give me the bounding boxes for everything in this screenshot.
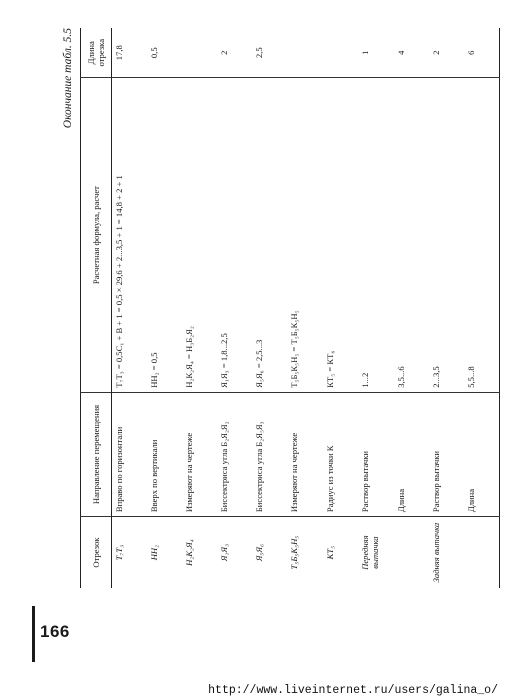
cell-segment: Я₁Я₃: [219, 543, 230, 562]
cell-segment: [464, 517, 500, 588]
cell-formula: 1...2: [358, 78, 394, 392]
cell-segment: Я₅Я₆: [254, 543, 265, 562]
cell-direction: Вправо по горизонтали: [112, 392, 148, 516]
cell-direction: Вверх по вертикали: [147, 392, 182, 516]
cell-segment: Передняя вытачка: [359, 535, 380, 570]
cell-formula: Я₁Я₃ = 1,8...2,5: [217, 78, 252, 392]
cell-direction: Измеряют на чертеже: [182, 392, 217, 516]
rotated-table-block: [62, 28, 502, 588]
cell-length: [323, 28, 358, 78]
page-margin-rule: [32, 606, 35, 662]
table-row: [112, 28, 148, 588]
table-body: [112, 28, 500, 588]
cell-direction: Биссектриса угла Б₂Я₅Я₃: [252, 392, 287, 516]
table-header-row: [81, 28, 112, 588]
header-segment: Отрезок: [81, 517, 112, 588]
table-row: [287, 28, 322, 588]
cell-formula: Н₂К₂Я₄ = Н₃Б₂Я₂: [182, 78, 217, 392]
cell-segment: [394, 517, 429, 588]
cell-direction: Длина: [464, 392, 500, 516]
cell-direction: Измеряют на чертеже: [287, 392, 322, 516]
cell-segment: Т₅Б₅К₅Н₅: [289, 535, 300, 570]
cell-direction: Длина: [394, 392, 429, 516]
cell-direction: Радиус из точки К: [323, 392, 358, 516]
cell-segment: Т₇Т₃: [114, 544, 124, 561]
table-row: [252, 28, 287, 588]
cell-length: 17,8: [112, 28, 148, 78]
table-row: [358, 28, 394, 588]
cell-direction: Раствор вытачки: [429, 392, 464, 516]
table-caption: Окончание табл. 5.5: [62, 28, 74, 129]
cell-formula: Я₅Я₆ = 2,5...3: [252, 78, 287, 392]
cell-length: 0,5: [147, 28, 182, 78]
header-formula: Расчетная формула, расчет: [81, 78, 112, 392]
cell-length: 1: [358, 28, 394, 78]
table-row: [147, 28, 182, 588]
cell-formula: Т₇Т₃ = 0,5С₁ + В + 1 = 0,5 × 29,6 + 2...3,5 + 1 = 14,8 + 2 + 1: [112, 78, 148, 392]
table-row: [217, 28, 252, 588]
table-row: [429, 28, 464, 588]
table-row: [182, 28, 217, 588]
page-number: 166: [40, 622, 70, 641]
cell-direction: Биссектриса угла Б₂Я₂Я₂: [217, 392, 252, 516]
cell-length: 6: [464, 28, 500, 78]
cell-length: 4: [394, 28, 429, 78]
cell-segment: НН₂: [149, 544, 160, 561]
cell-segment: КТ₅: [324, 545, 335, 560]
cell-length: 2: [217, 28, 252, 78]
cell-formula: 2...3,5: [429, 78, 464, 392]
cell-segment: Н₂К₂Я₄: [184, 539, 195, 566]
cell-length: 2,5: [252, 28, 287, 78]
cell-direction: Раствор вытачки: [358, 392, 394, 516]
header-direction: Направление перемещения: [81, 392, 112, 516]
cell-formula: КТ₅ = КТ₆: [323, 78, 358, 392]
cell-length: [182, 28, 217, 78]
cell-segment: Задняя вытачка: [430, 522, 441, 583]
table-row: [394, 28, 429, 588]
cell-length: [287, 28, 322, 78]
cell-formula: Т₅Б₅К₅Н₅ = Т₅Б₅К₅Н₅: [287, 78, 322, 392]
cell-length: 2: [429, 28, 464, 78]
header-length: Длина отрезка: [81, 28, 112, 78]
source-url: http://www.liveinternet.ru/users/galina_o/: [208, 684, 498, 697]
cell-formula: НН₂ = 0,5: [147, 78, 182, 392]
data-table: [80, 28, 500, 588]
table-row: [464, 28, 500, 588]
cell-formula: 5,5...8: [464, 78, 500, 392]
table-row: [323, 28, 358, 588]
cell-formula: 3,5...6: [394, 78, 429, 392]
